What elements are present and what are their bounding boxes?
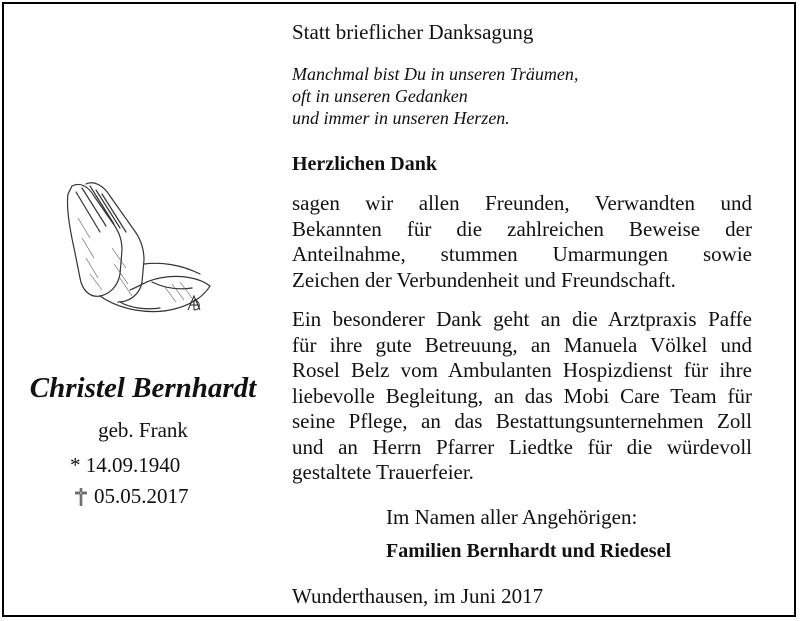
poem-line: oft in unseren Gedanken bbox=[292, 86, 468, 106]
place-date: Wunderthausen, im Juni 2017 bbox=[292, 584, 544, 608]
paragraph-line: Rosel Belz vom Ambulanten Hospizdienst für ihre bbox=[292, 358, 752, 382]
paragraph-line: liebevolle Begleitung, an das Mobi Care Team für bbox=[292, 383, 752, 408]
paragraph-line: Zeichen der Verbundenheit und Freundschaft. bbox=[292, 267, 676, 292]
notice-heading: Statt brieflicher Danksagung bbox=[292, 20, 534, 44]
birth-date: * 14.09.1940 bbox=[70, 453, 181, 477]
death-date-row bbox=[74, 484, 189, 509]
thanks-title: Herzlichen Dank bbox=[292, 153, 437, 175]
thanks-paragraph-2 bbox=[292, 307, 752, 486]
thanks-paragraph-1 bbox=[292, 191, 752, 293]
paragraph-line: Bekannten für die zahlreichen Beweise der bbox=[292, 216, 752, 241]
deceased-name: Christel Bernhardt bbox=[29, 372, 257, 404]
praying-hands-icon bbox=[60, 178, 220, 318]
paragraph-line: seine Pflege, an das Bestattungsunternehmen Zoll bbox=[292, 409, 752, 433]
paragraph-line: für ihre gute Betreuung, an Manuela Völkel und bbox=[292, 332, 752, 357]
poem bbox=[292, 63, 578, 129]
paragraph-line: und an Herrn Pfarrer Liedtke für die würdevoll bbox=[292, 434, 752, 459]
paragraph-line: Ein besonderer Dank geht an die Arztpraxis Paffe bbox=[292, 307, 752, 331]
signature-intro: Im Namen aller Angehörigen: bbox=[386, 505, 638, 529]
paragraph-line: Anteilnahme, stummen Umarmungen sowie bbox=[292, 242, 752, 266]
paragraph-line: sagen wir allen Freunden, Verwandten und bbox=[292, 191, 752, 215]
signature-family: Familien Bernhardt und Riedesel bbox=[386, 540, 672, 562]
cross-icon bbox=[74, 487, 88, 507]
paragraph-line: gestaltete Trauerfeier. bbox=[292, 460, 474, 484]
birth-name: geb. Frank bbox=[98, 418, 188, 442]
deceased-column bbox=[0, 0, 280, 617]
death-date: 05.05.2017 bbox=[94, 484, 189, 508]
poem-line: Manchmal bist Du in unseren Träumen, bbox=[292, 64, 579, 84]
poem-line: und immer in unseren Herzen. bbox=[292, 108, 510, 128]
